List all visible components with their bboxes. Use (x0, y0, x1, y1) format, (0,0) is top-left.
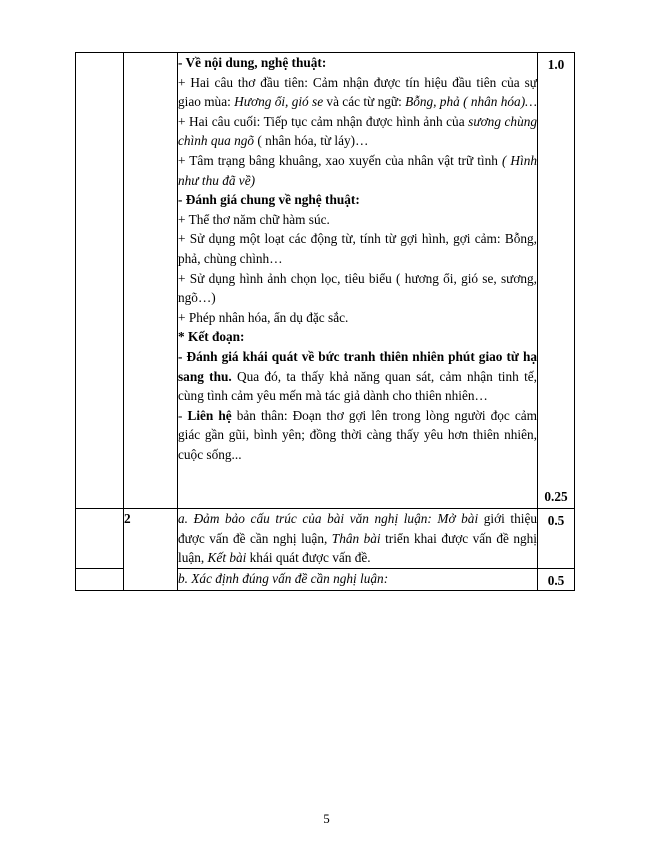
text-run: + Sử dụng một loạt các động từ, tính từ gợi hình, gợi cảm: Bỗng, phả, chùng chình… (178, 231, 537, 266)
text-line (178, 210, 537, 230)
text-run: + Phép nhân hóa, ẩn dụ đặc sắc. (178, 309, 349, 325)
text-run: khái quát được vấn đề. (246, 550, 371, 566)
text-run: Hương ổi, gió se (234, 94, 324, 110)
text-line (178, 229, 537, 268)
score-value: 0.5 (547, 572, 565, 588)
text-run: triển khai được vấn đề nghị luận, (178, 530, 538, 566)
text-run: Mở bài (437, 511, 479, 526)
content-lines (178, 53, 537, 464)
text-line (178, 112, 537, 151)
grading-table (75, 52, 575, 591)
text-run: + Hai câu thơ đầu tiên: Cảm nhận được tín hiệu đầu tiên của sự giao mùa: (178, 74, 537, 110)
text-run: - (178, 407, 188, 423)
text-run: Thân bài (331, 530, 381, 546)
score-value: 1.0 (547, 57, 565, 72)
text-line (178, 308, 537, 328)
text-line (178, 569, 537, 589)
text-line (178, 327, 537, 347)
text-run: Liên hệ (187, 407, 232, 423)
table-row (76, 53, 575, 509)
text-run: - Đánh giá khái quát về bức tranh thiên nhiên phút giao từ hạ sang thu. (178, 348, 537, 384)
content-lines (178, 509, 537, 568)
text-line (178, 190, 537, 210)
question-number: 2 (124, 509, 178, 591)
text-line (178, 73, 537, 112)
text-run: + Tâm trạng bâng khuâng, xao xuyến của nhân vật trữ tình (178, 152, 502, 168)
text-line (178, 53, 537, 73)
text-line (178, 151, 537, 190)
score-value: 0.5 (547, 513, 565, 528)
text-line (178, 509, 537, 568)
text-run: sương chùng chình qua ngõ (178, 113, 538, 149)
answer-content (178, 53, 538, 509)
score-cell (538, 509, 575, 569)
page-number: 5 (323, 811, 330, 826)
text-run: + Hai câu cuối: Tiếp tục cảm nhận được hình ảnh của (178, 113, 469, 129)
text-run: - Về nội dung, nghệ thuật: (178, 55, 327, 70)
table-row (76, 509, 575, 569)
text-line (178, 406, 537, 465)
text-run: Bỗng, phả ( nhân hóa)… (405, 94, 537, 110)
text-line (178, 269, 537, 308)
text-run: giới thiệu được vấn đề cần nghị luận, (178, 511, 537, 546)
question-number-cell (124, 53, 178, 509)
answer-content (178, 509, 538, 569)
text-run: ( nhân hóa, từ láy)… (254, 133, 369, 149)
text-run: b. Xác định đúng vấn đề cần nghị luận: (178, 570, 389, 586)
text-run: * Kết đoạn: (178, 329, 245, 345)
empty-cell (76, 568, 124, 591)
text-run: bản thân: Đoạn thơ gợi lên trong lòng người đọc cảm giác gần gũi, bình yên; đồng thời càng thấy yêu hơn thiên nhiên, cuộc sống... (178, 407, 537, 462)
text-run: ( Hình như thu đã về) (178, 152, 537, 188)
text-run: + Sử dụng hình ảnh chọn lọc, tiêu biểu ( hương ổi, gió se, sương, ngõ…) (178, 270, 537, 306)
text-run: + Thể thơ năm chữ hàm súc. (178, 211, 330, 227)
score-cell (538, 53, 575, 509)
text-line (178, 347, 537, 406)
text-run: - Đánh giá chung về nghệ thuật: (178, 192, 360, 208)
text-run: a. Đảm bảo cấu trúc của bài văn nghị luận: (178, 511, 432, 526)
answer-content (178, 568, 538, 591)
score-cell (538, 568, 575, 591)
content-lines (178, 569, 537, 589)
text-run: và các từ ngữ: (323, 94, 406, 110)
text-run: Kết bài (207, 550, 247, 566)
text-run: Qua đó, ta thấy khả năng quan sát, cảm nhận tinh tế, cùng tình cảm yêu mến mà tác giả dành cho thiên nhiên… (178, 368, 537, 404)
empty-cell (76, 53, 124, 509)
empty-cell (76, 509, 124, 569)
score-value: 0.25 (544, 489, 568, 505)
